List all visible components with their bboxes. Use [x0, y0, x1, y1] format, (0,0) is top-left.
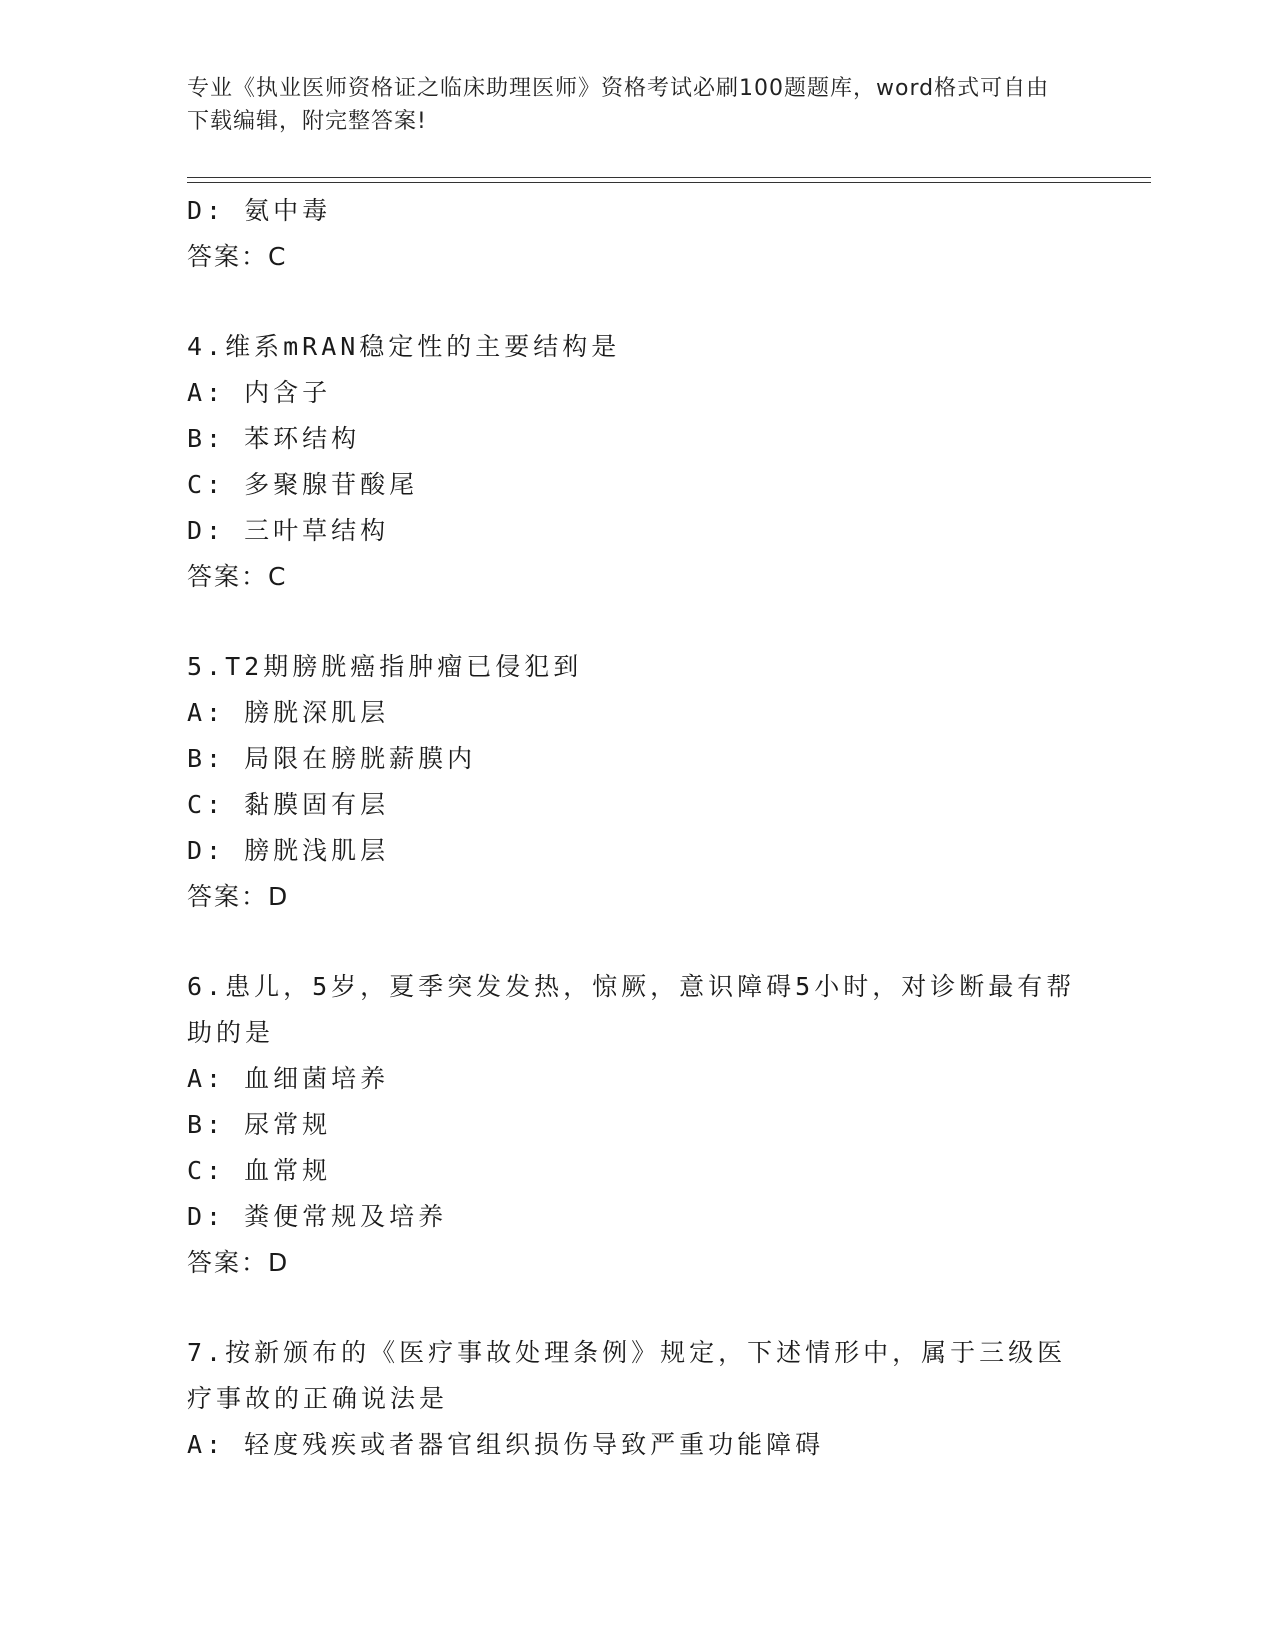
option-d: D: 三叶草结构	[187, 516, 390, 545]
option-b: B: 尿常规	[187, 1110, 332, 1139]
question-title-line-1: 7.按新颁布的《医疗事故处理条例》规定，下述情形中，属于三级医	[187, 1338, 1067, 1367]
answer-line: 答案：C	[187, 562, 288, 591]
header-divider	[187, 177, 1151, 183]
option-d: D: 粪便常规及培养	[187, 1202, 448, 1231]
option-c: C: 黏膜固有层	[187, 790, 390, 819]
question-5	[187, 644, 1087, 920]
answer-line: 答案：D	[187, 882, 290, 911]
question-title: 5.T2期膀胱癌指肿瘤已侵犯到	[187, 652, 583, 681]
option-c: C: 血常规	[187, 1156, 332, 1185]
option-a: A: 血细菌培养	[187, 1064, 390, 1093]
page-header-title: 专业《执业医师资格证之临床助理医师》资格考试必刷100题题库，word格式可自由下载编辑，附完整答案!	[187, 76, 1050, 134]
answer-line: 答案：D	[187, 1248, 290, 1277]
question-title-line-2: 疗事故的正确说法是	[187, 1384, 449, 1413]
question-title: 4.维系mRAN稳定性的主要结构是	[187, 332, 621, 361]
question-list	[187, 188, 1087, 1468]
question-6	[187, 964, 1087, 1286]
question-4	[187, 324, 1087, 600]
question-7	[187, 1330, 1087, 1468]
option-a: A: 轻度残疾或者器官组织损伤导致严重功能障碍	[187, 1430, 825, 1459]
option-d: D: 氨中毒	[187, 196, 332, 225]
option-d: D: 膀胱浅肌层	[187, 836, 390, 865]
option-b: B: 苯环结构	[187, 424, 361, 453]
option-a: A: 膀胱深肌层	[187, 698, 390, 727]
option-a: A: 内含子	[187, 378, 332, 407]
option-c: C: 多聚腺苷酸尾	[187, 470, 419, 499]
option-b: B: 局限在膀胱薪膜内	[187, 744, 477, 773]
question-title-line-2: 助的是	[187, 1018, 275, 1047]
question-title-line-1: 6.患儿，5岁，夏季突发发热，惊厥，意识障碍5小时，对诊断最有帮	[187, 972, 1076, 1001]
answer-line: 答案：C	[187, 242, 288, 271]
